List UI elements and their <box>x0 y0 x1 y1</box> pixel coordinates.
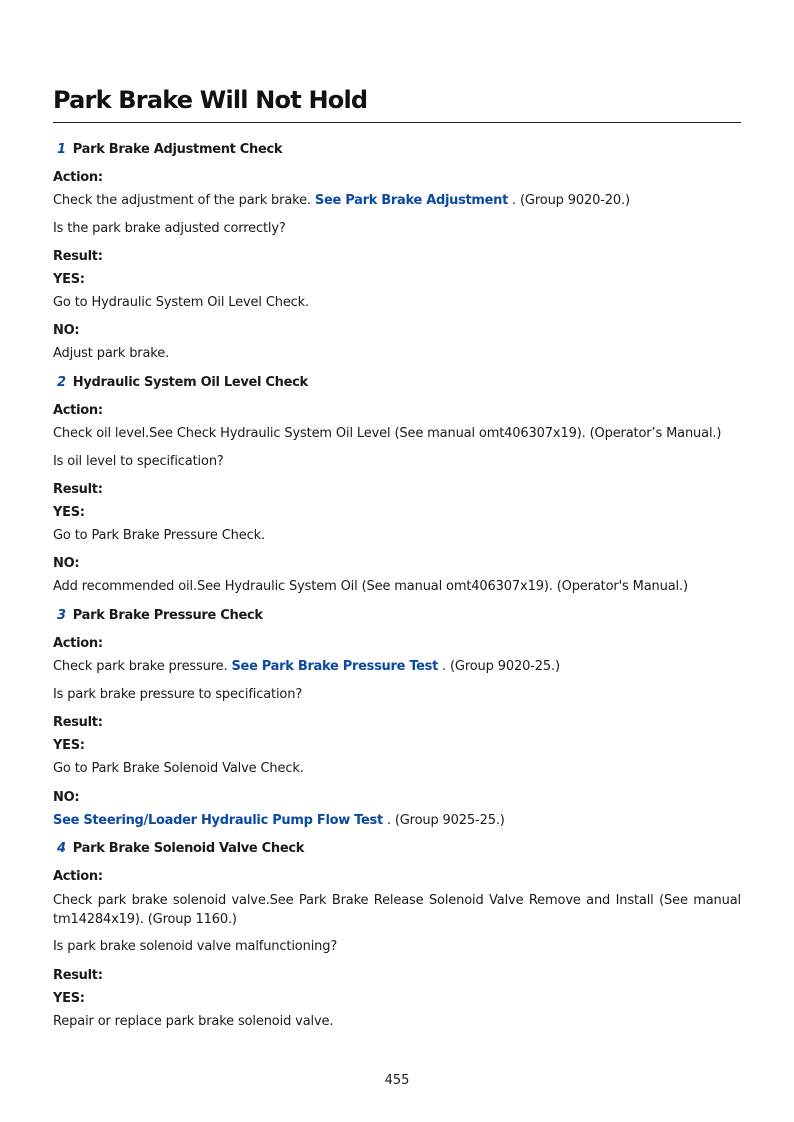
action-text-pre: Check park brake pressure. <box>53 659 228 674</box>
no-text: Add recommended oil.See Hydraulic System Oil (See manual omt406307x19). (Operator's Manual.) <box>53 579 688 594</box>
yes-label: YES: <box>53 738 85 753</box>
question-text: Is park brake pressure to specification? <box>53 687 303 702</box>
yes-text: Go to Park Brake Solenoid Valve Check. <box>53 761 304 776</box>
step-number: 2 <box>57 375 66 390</box>
step-title: Hydraulic System Oil Level Check <box>72 375 308 390</box>
step-1-heading <box>53 141 282 159</box>
action-text: Check oil level.See Check Hydraulic System Oil Level (See manual omt406307x19). (Operator’s Manual.) <box>53 426 722 441</box>
no-label: NO: <box>53 556 80 571</box>
step-3-heading <box>53 607 263 625</box>
title-rule <box>53 122 741 123</box>
yes-text: Go to Hydraulic System Oil Level Check. <box>53 295 310 310</box>
action-label: Action: <box>53 636 103 651</box>
result-label: Result: <box>53 482 103 497</box>
step-title: Park Brake Adjustment Check <box>72 142 283 157</box>
page-number: 455 <box>384 1073 410 1088</box>
step-title: Park Brake Pressure Check <box>72 608 263 623</box>
no-text <box>53 812 505 830</box>
action-label: Action: <box>53 403 103 418</box>
no-label: NO: <box>53 323 80 338</box>
yes-text: Repair or replace park brake solenoid valve. <box>53 1014 334 1029</box>
no-text-post: . (Group 9025-25.) <box>386 813 505 828</box>
result-label: Result: <box>53 968 103 983</box>
page-title: Park Brake Will Not Hold <box>53 86 368 114</box>
yes-label: YES: <box>53 991 85 1006</box>
step-number: 1 <box>57 142 66 157</box>
result-label: Result: <box>53 249 103 264</box>
question-text: Is oil level to specification? <box>53 454 224 469</box>
yes-label: YES: <box>53 505 85 520</box>
park-brake-adjustment-link[interactable]: See Park Brake Adjustment <box>314 193 509 208</box>
action-text-post: . (Group 9020-20.) <box>512 193 630 208</box>
action-text-pre: Check the adjustment of the park brake. <box>53 193 311 208</box>
question-text: Is the park brake adjusted correctly? <box>53 221 286 236</box>
action-label: Action: <box>53 170 103 185</box>
result-label: Result: <box>53 715 103 730</box>
action-text: Check park brake solenoid valve.See Park Brake Release Solenoid Valve Remove and Install (See manual tm14284x19). (Group 1160.) <box>53 893 741 927</box>
yes-label: YES: <box>53 272 85 287</box>
no-text: Adjust park brake. <box>53 346 170 361</box>
step-title: Park Brake Solenoid Valve Check <box>72 841 305 856</box>
no-label: NO: <box>53 790 80 805</box>
pump-flow-test-link[interactable]: See Steering/Loader Hydraulic Pump Flow Test <box>53 813 383 828</box>
action-text <box>53 658 560 676</box>
action-label: Action: <box>53 869 103 884</box>
question-text: Is park brake solenoid valve malfunctioning? <box>53 939 338 954</box>
step-number: 4 <box>57 841 66 856</box>
step-4-heading <box>53 840 304 858</box>
park-brake-pressure-test-link[interactable]: See Park Brake Pressure Test <box>231 659 439 674</box>
action-text <box>53 192 630 210</box>
step-2-heading <box>53 374 308 392</box>
yes-text: Go to Park Brake Pressure Check. <box>53 528 265 543</box>
action-text-post: . (Group 9020-25.) <box>442 659 560 674</box>
step-number: 3 <box>57 608 66 623</box>
